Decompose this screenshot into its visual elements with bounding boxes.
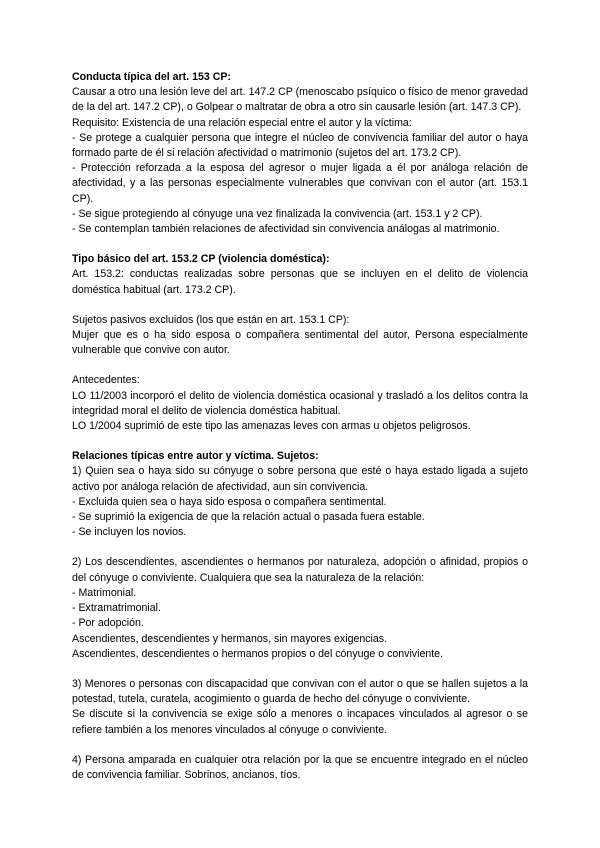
document-body <box>72 70 528 783</box>
list-item: - Se suprimió la exigencia de que la relación actual o pasada fuera estable. <box>72 511 425 524</box>
paragraph: Requisito: Existencia de una relación especial entre el autor y la víctima: <box>72 116 412 129</box>
list-item: - Extramatrimonial. <box>72 602 161 615</box>
paragraph: 4) Persona amparada en cualquier otra relación por la que se encuentre integrado en el núcleo de convivencia familiar. Sobrinos, ancianos, tíos. <box>72 753 528 781</box>
paragraph: Ascendientes, descendientes o hermanos propios o del cónyuge o conviviente. <box>72 647 444 660</box>
paragraph: Antecedentes: <box>72 374 140 387</box>
paragraph: Se discute si la convivencia se exige sólo a menores o incapaces vinculados al agresor o se refiere también a los menores vinculados al cónyuge o conviviente. <box>72 708 528 736</box>
paragraph: 2) Los descendientes, ascendientes o hermanos por naturaleza, adopción o afinidad, propios o del cónyuge o conviviente. Cualquiera que sea la naturaleza de la relación: <box>72 556 528 584</box>
paragraph: Sujetos pasivos excluidos (los que están en art. 153.1 CP): <box>72 313 350 326</box>
paragraph: Ascendientes, descendientes y hermanos, sin mayores exigencias. <box>72 632 388 645</box>
paragraph: 1) Quien sea o haya sido su cónyuge o sobre persona que esté o haya estado ligada a sujeto activo por análoga relación de afectividad, aun sin convivencia. <box>72 465 528 493</box>
list-item: - Por adopción. <box>72 617 144 630</box>
section-heading: Relaciones típicas entre autor y víctima. Sujetos: <box>72 450 319 463</box>
list-item: - Se contemplan también relaciones de afectividad sin convivencia análogas al matrimonio. <box>72 223 500 236</box>
section-heading: Tipo básico del art. 153.2 CP (violencia doméstica): <box>72 253 330 266</box>
paragraph: Art. 153.2: conductas realizadas sobre personas que se incluyen en el delito de violencia doméstica habitual (art. 173.2 CP). <box>72 268 528 296</box>
list-item: - Protección reforzada a la esposa del agresor o mujer ligada a él por análoga relación de afectividad, y a las personas especialmente vulnerables que convivan con el autor (art. 153.1 CP). <box>72 162 528 205</box>
paragraph: Causar a otro una lesión leve del art. 147.2 CP (menoscabo psíquico o físico de menor gravedad de la del art. 147.2 CP), o Golpear o maltratar de obra a otro sin causarle lesión (art. 147.3 CP). <box>72 86 528 114</box>
paragraph: LO 1/2004 suprimió de este tipo las amenazas leves con armas u objetos peligrosos. <box>72 420 471 433</box>
paragraph: Mujer que es o ha sido esposa o compañera sentimental del autor, Persona especialmente vulnerable que convive con autor. <box>72 329 528 357</box>
list-item: - Se protege a cualquier persona que integre el núcleo de convivencia familiar del autor o haya formado parte de él si relación afectividad o matrimonio (sujetos del art. 173.2 CP). <box>72 131 528 160</box>
list-item: - Se incluyen los novios. <box>72 526 187 539</box>
paragraph: LO 11/2003 incorporó el delito de violencia doméstica ocasional y trasladó a los delitos contra la integridad moral el delito de violencia doméstica habitual. <box>72 389 528 417</box>
list-item: - Excluida quien sea o haya sido esposa o compañera sentimental. <box>72 495 387 508</box>
paragraph: 3) Menores o personas con discapacidad que convivan con el autor o que se hallen sujetos a la potestad, tutela, curatela, acogimiento o guarda de hecho del cónyuge o conviviente. <box>72 677 528 706</box>
section-heading: Conducta típica del art. 153 CP: <box>72 71 231 83</box>
list-item: - Matrimonial. <box>72 586 137 599</box>
list-item: - Se sigue protegiendo al cónyuge una vez finalizada la convivencia (art. 153.1 y 2 CP). <box>72 207 483 220</box>
